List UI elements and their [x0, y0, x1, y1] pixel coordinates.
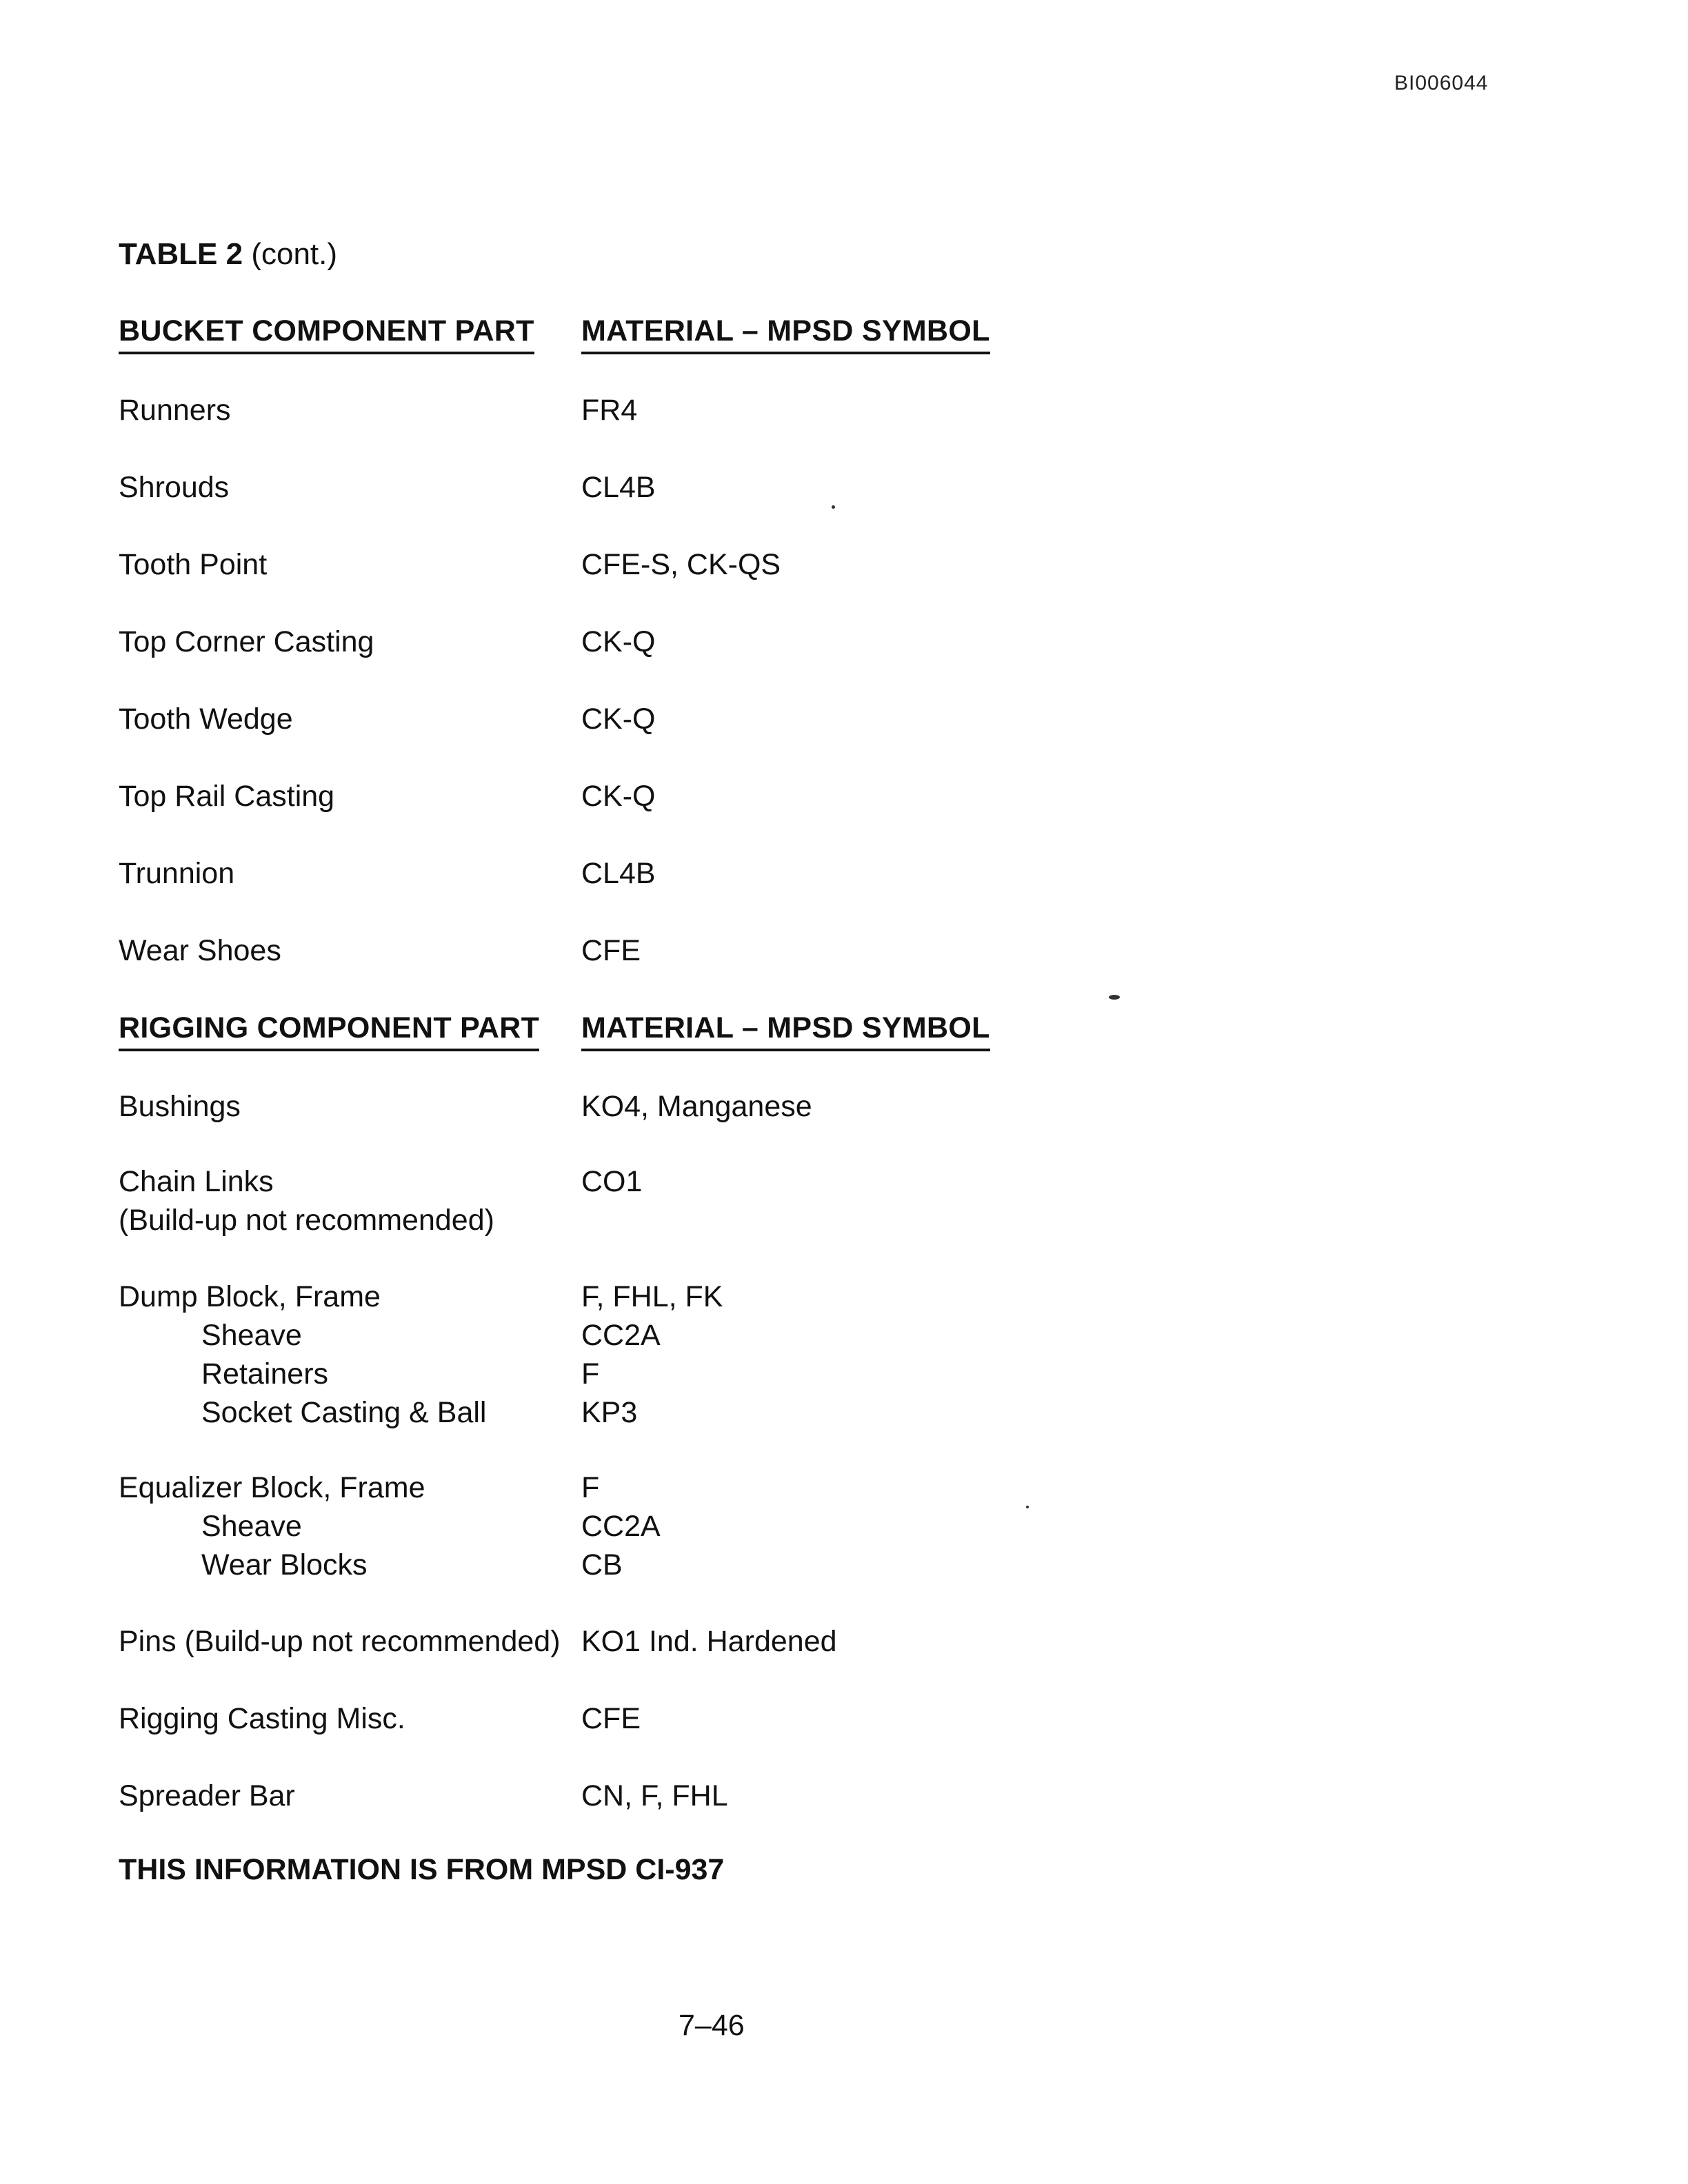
bucket-part-wear-shoes: Wear Shoes	[119, 934, 281, 967]
rigging-material-pins: KO1 Ind. Hardened	[581, 1625, 837, 1658]
rigging-material-casting-misc: CFE	[581, 1702, 641, 1735]
bucket-part-tooth-point: Tooth Point	[119, 548, 268, 581]
rigging-note-chain-links: (Build-up not recommended)	[119, 1204, 494, 1237]
bucket-part-trunnion: Trunnion	[119, 857, 235, 890]
rigging-material-equalizer-wear-blocks: CB	[581, 1548, 623, 1581]
rigging-part-pins: Pins (Build-up not recommended)	[119, 1625, 561, 1658]
bucket-part-shrouds: Shrouds	[119, 471, 230, 504]
rigging-material-chain-links: CO1	[581, 1165, 643, 1198]
bucket-material-shrouds: CL4B	[581, 471, 656, 504]
rigging-material-bushings: KO4, Manganese	[581, 1090, 812, 1123]
bucket-material-trunnion: CL4B	[581, 857, 656, 890]
rigging-material-dump-retainers: F	[581, 1357, 600, 1391]
rigging-material-equalizer-block: F	[581, 1471, 600, 1504]
rigging-part-spreader-bar: Spreader Bar	[119, 1779, 295, 1812]
page-number: 7–46	[679, 2009, 745, 2042]
rigging-part-equalizer-block: Equalizer Block, Frame	[119, 1471, 425, 1504]
rigging-header-material: MATERIAL – MPSD SYMBOL	[581, 1012, 990, 1051]
rigging-part-dump-block: Dump Block, Frame	[119, 1280, 381, 1313]
scan-speck	[1109, 995, 1120, 1000]
bucket-material-tooth-point: CFE-S, CK-QS	[581, 548, 781, 581]
scan-speck	[1026, 1506, 1029, 1508]
rigging-material-equalizer-sheave: CC2A	[581, 1510, 661, 1543]
rigging-subpart-equalizer-wear-blocks: Wear Blocks	[201, 1548, 368, 1581]
table-title	[119, 237, 337, 272]
rigging-material-dump-block: F, FHL, FK	[581, 1280, 723, 1313]
rigging-material-spreader-bar: CN, F, FHL	[581, 1779, 728, 1812]
rigging-subpart-dump-retainers: Retainers	[201, 1357, 329, 1391]
bucket-material-runners: FR4	[581, 394, 638, 427]
bucket-part-top-rail-casting: Top Rail Casting	[119, 780, 335, 813]
table-title-number: TABLE 2	[119, 237, 243, 271]
rigging-part-chain-links: Chain Links	[119, 1165, 274, 1198]
rigging-header-part: RIGGING COMPONENT PART	[119, 1012, 539, 1051]
rigging-part-bushings: Bushings	[119, 1090, 241, 1123]
bucket-part-top-corner-casting: Top Corner Casting	[119, 625, 374, 658]
bucket-material-top-rail-casting: CK-Q	[581, 780, 656, 813]
rigging-material-dump-sheave: CC2A	[581, 1319, 661, 1352]
bucket-material-top-corner-casting: CK-Q	[581, 625, 656, 658]
bucket-part-tooth-wedge: Tooth Wedge	[119, 702, 293, 736]
bucket-part-runners: Runners	[119, 394, 231, 427]
bucket-header-material: MATERIAL – MPSD SYMBOL	[581, 315, 990, 354]
table-title-suffix: (cont.)	[243, 237, 338, 271]
rigging-material-dump-socket: KP3	[581, 1396, 638, 1429]
rigging-subpart-dump-socket: Socket Casting & Ball	[201, 1396, 487, 1429]
rigging-part-casting-misc: Rigging Casting Misc.	[119, 1702, 405, 1735]
document-id: BI006044	[1394, 72, 1489, 94]
bucket-material-tooth-wedge: CK-Q	[581, 702, 656, 736]
scan-speck	[832, 505, 835, 509]
source-note: THIS INFORMATION IS FROM MPSD CI-937	[119, 1853, 725, 1886]
rigging-subpart-equalizer-sheave: Sheave	[201, 1510, 302, 1543]
rigging-subpart-dump-sheave: Sheave	[201, 1319, 302, 1352]
bucket-header-part: BUCKET COMPONENT PART	[119, 315, 534, 354]
bucket-material-wear-shoes: CFE	[581, 934, 641, 967]
